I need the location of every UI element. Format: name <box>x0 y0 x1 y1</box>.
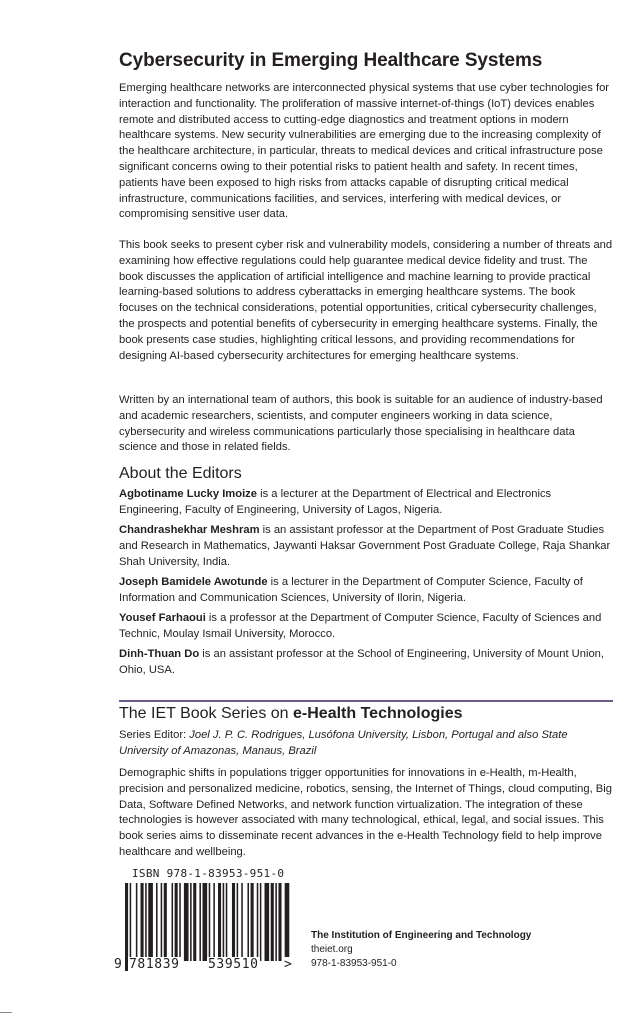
barcode-bar <box>175 883 178 961</box>
series-heading-prefix: The IET Book Series on <box>119 705 294 722</box>
editor-name: Joseph Bamidele Awotunde <box>119 576 268 588</box>
barcode-bar <box>237 883 239 961</box>
barcode-bar <box>136 883 138 961</box>
barcode-bar <box>148 883 153 961</box>
barcode-arrow: > <box>284 957 292 972</box>
barcode-bar <box>247 883 249 961</box>
editor-bio: is a professor at the Department of Computer Science, Faculty of Sciences and Technic, Moulay Ismail University, Morocco. <box>119 612 602 640</box>
section-divider <box>119 700 613 702</box>
barcode-bar <box>156 883 158 961</box>
description-paragraph-1: Emerging healthcare networks are interconnected physical systems that use cyber technologies for interaction and functionality. The proliferation of massive internet-of-things (IoT) devices enables remote and distributed access to cutting-edge diagnostics and treatment options in modern healthcare systems. New security vulnerabilities are emerging due to the increasing complexity of the healthcare architecture, in particular, threats to medical devices and critical infrastructure pose significant concerns owing to their potential risks to patient health and safety. In recent times, patients have been exposed to high risks from attacks capable of disrupting critical medical infrastructure, communications facilities, and services, interfering with medical devices, or compromising sensitive user data. <box>119 82 610 221</box>
barcode-bar <box>145 883 147 961</box>
barcode-bar <box>260 883 262 961</box>
editor-entry <box>119 610 613 642</box>
barcode-bar <box>232 883 235 961</box>
editor-name: Agbotiname Lucky Imoize <box>119 488 258 500</box>
barcode-digits <box>115 955 295 975</box>
editor-name: Dinh-Thuan Do <box>119 648 200 660</box>
barcode-bar <box>275 883 277 961</box>
barcode-bar <box>241 883 243 961</box>
barcode-bar <box>285 883 290 961</box>
crop-mark <box>0 1012 12 1013</box>
barcode-bar <box>271 883 274 961</box>
editor-entry <box>119 646 613 678</box>
series-editor-text: Joel J. P. C. Rodrigues, Lusófona University, Lisbon, Portugal and also State University of Amazonas, Manaus, Brazil <box>119 729 568 757</box>
barcode-bar <box>209 883 211 961</box>
barcode-bar <box>161 883 163 961</box>
description-paragraph-3: Written by an international team of authors, this book is suitable for an audience of industry-based and academic researchers, scientists, and computer engineers working in data science, cybersecurity and wireless communications particularly those specialising in healthcare data science and those in related fields. <box>119 394 603 454</box>
editor-bio: is a lecturer at the Department of Electrical and Electronics Engineering, Faculty of Engineering, University of Lagos, Nigeria. <box>119 488 552 516</box>
series-heading-name: e-Health Technologies <box>293 705 463 722</box>
editors-list <box>119 486 613 682</box>
barcode-lead-digit: 9 <box>114 957 122 972</box>
book-title: Cybersecurity in Emerging Healthcare Systems <box>119 50 543 71</box>
description-paragraph-2: This book seeks to present cyber risk and vulnerability models, considering a number of threats and examining how effective regulations could help guarantee medical device fidelity and trust. The book discusses the application of artificial intelligence and machine learning to provide practical learning-based solutions to address cyberattacks in emerging healthcare systems. The book focuses on the technical considerations, potential opportunities, critical cybersecurity challenges, the prospects and potential benefits of cybersecurity in emerging healthcare systems. Finally, the book presents case studies, highlighting critical lessons, and providing recommendations for designing AI-based cybersecurity architectures for emerging healthcare systems. <box>119 239 613 362</box>
barcode-bar <box>278 883 281 961</box>
barcode-bar <box>257 883 259 961</box>
editor-entry <box>119 522 613 570</box>
isbn-label: ISBN 978-1-83953-951-0 <box>132 867 285 880</box>
barcode-bar <box>265 883 270 961</box>
series-description: Demographic shifts in populations trigger opportunities for innovations in e-Health, m-Health, precision and personalized medicine, robotics, sensing, the Internet of Things, cloud computing, Big Data, Software Defined Networks, and network function virtualization. The integration of these technologies is however associated with many technological, ethical, legal, and social issues. This book series aims to disseminate recent advances in the e-Health Technology field to help improve healthcare and wellbeing. <box>119 767 612 858</box>
barcode-bar <box>251 883 254 961</box>
barcode-bar <box>164 883 167 961</box>
barcode-bar <box>213 883 215 961</box>
barcode-bar <box>179 883 181 961</box>
editor-bio: is an assistant professor at the School of Engineering, University of Mount Union, Ohio, USA. <box>119 648 604 676</box>
barcode-bar <box>172 883 174 961</box>
barcode-bar <box>184 883 189 961</box>
about-editors-heading: About the Editors <box>119 465 242 482</box>
publisher-isbn: 978-1-83953-951-0 <box>311 958 397 969</box>
editor-name: Chandrashekhar Meshram <box>119 524 260 536</box>
editor-bio: is a lecturer in the Department of Computer Science, Faculty of Information and Communication Sciences, University of Ilorin, Nigeria. <box>119 576 583 604</box>
barcode-bar <box>203 883 208 961</box>
series-heading <box>119 705 463 723</box>
editor-entry <box>119 574 613 606</box>
barcode-digit-group-2: 539510 <box>208 957 259 972</box>
publisher-block <box>311 930 611 972</box>
editor-entry <box>119 486 613 518</box>
barcode-digit-group-1: 781839 <box>129 957 180 972</box>
series-editor-label: Series Editor: <box>119 729 190 741</box>
barcode-bar <box>141 883 144 961</box>
barcode-bar <box>199 883 201 961</box>
publisher-website: theiet.org <box>311 944 353 955</box>
barcode-bar <box>190 883 192 961</box>
series-editor <box>119 727 613 759</box>
barcode-bar <box>218 883 221 961</box>
publisher-name: The Institution of Engineering and Technology <box>311 930 532 941</box>
editor-name: Yousef Farhaoui <box>119 612 206 624</box>
editor-bio: is an assistant professor at the Department of Post Graduate Studies and Research in Mathematics, Jaywanti Haksar Government Post Graduate College, Raja Shankar Shah University, India. <box>119 524 611 568</box>
barcode-bar <box>193 883 196 961</box>
